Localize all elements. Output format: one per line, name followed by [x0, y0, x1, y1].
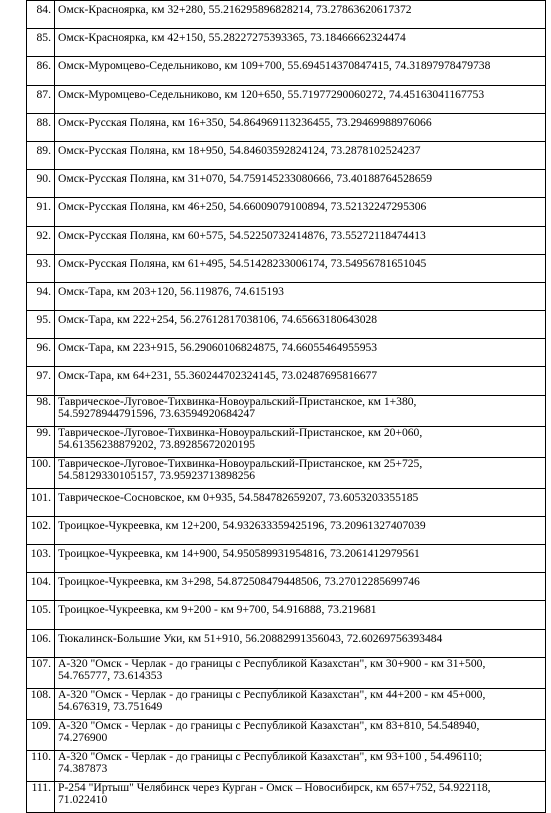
table-body: [27, 1, 546, 813]
location-text-line: Омск-Красноярка, км 32+280, 55.216295896828214, 73.27863620617372: [58, 3, 412, 16]
location-cell: [55, 141, 546, 169]
location-text-line: Омск-Тара, км 203+120, 56.119876, 74.615193: [58, 284, 284, 298]
row-number: 97.: [27, 367, 55, 395]
location-cell: [55, 367, 546, 395]
table-row: [27, 311, 546, 339]
location-text-line: Таврическое-Луговое-Тихвинка-Новоуральский-Пристанское, км 20+060,: [58, 426, 423, 439]
location-text-line: 54.676319, 73.751649: [58, 700, 163, 714]
row-number: 107.: [27, 657, 55, 688]
table-row: [27, 282, 546, 310]
location-text-line: А-320 "Омск - Черлак - до границы с Республикой Казахстан", км 44+200 - км 45+000,: [58, 688, 486, 701]
row-number: 109.: [27, 719, 55, 750]
row-number: 104.: [27, 573, 55, 601]
location-text-line: Омск-Тара, км 64+231, 55.360244702324145, 73.02487695816677: [58, 369, 378, 383]
location-text-line: Тюкалинск-Большие Уки, км 51+910, 56.20882991356043, 72.60269756393484: [58, 631, 443, 645]
table-row: [27, 141, 546, 169]
location-text-line: А-320 "Омск - Черлак - до границы с Республикой Казахстан", км 83+810, 54.548940,: [58, 719, 480, 732]
location-cell: [55, 488, 546, 516]
location-text-line: 74.387873: [58, 762, 108, 776]
table-row: [27, 545, 546, 573]
table-row: [27, 29, 546, 57]
location-cell: [55, 516, 546, 544]
location-text-line: 71.022410: [58, 793, 108, 807]
row-number: 89.: [27, 141, 55, 169]
row-number: 91.: [27, 198, 55, 226]
location-text-line: Омск-Русская Поляна, км 16+350, 54.864969113236455, 73.29469988976066: [58, 115, 432, 129]
table-row: [27, 426, 546, 457]
row-number: 87.: [27, 85, 55, 113]
location-cell: [55, 339, 546, 367]
location-cell: [55, 29, 546, 57]
row-number: 101.: [27, 488, 55, 516]
location-text-line: 74.276900: [58, 731, 108, 745]
row-number: 94.: [27, 282, 55, 310]
table-row: [27, 516, 546, 544]
location-text-line: Омск-Русская Поляна, км 31+070, 54.759145233080666, 73.40188764528659: [58, 172, 433, 186]
location-cell: [55, 426, 546, 457]
row-number: 90.: [27, 170, 55, 198]
row-number: 99.: [27, 426, 55, 457]
location-cell: [55, 1, 546, 29]
locations-table: [26, 0, 546, 813]
location-text-line: Омск-Тара, км 222+254, 56.27612817038106, 74.65663180643028: [58, 313, 378, 327]
location-cell: [55, 282, 546, 310]
table-row: [27, 226, 546, 254]
location-cell: [55, 601, 546, 629]
table-row: [27, 395, 546, 426]
table-row: [27, 457, 546, 488]
row-number: 88.: [27, 113, 55, 141]
location-cell: [55, 657, 546, 688]
table-row: [27, 254, 546, 282]
location-text-line: Троицкое-Чукреевка, км 3+298, 54.872508479448506, 73.27012285699746: [58, 575, 420, 589]
row-number: 95.: [27, 311, 55, 339]
location-text-line: 54.61356238879202, 73.89285672020195: [58, 438, 256, 452]
location-cell: [55, 85, 546, 113]
location-text-line: 54.58129330105157, 73.95923713898256: [58, 469, 256, 483]
location-cell: [55, 57, 546, 85]
location-text-line: Троицкое-Чукреевка, км 12+200, 54.932633359425196, 73.20961327407039: [58, 518, 426, 532]
location-text-line: Омск-Муромцево-Седельниково, км 120+650, 55.71977290060272, 74.45163041167753: [58, 87, 485, 101]
row-number: 106.: [27, 629, 55, 657]
location-text-line: Омск-Тара, км 223+915, 56.29060106824875, 74.66055464955953: [58, 341, 378, 355]
location-cell: [55, 395, 546, 426]
row-number: 102.: [27, 516, 55, 544]
row-number: 92.: [27, 226, 55, 254]
location-text-line: Троицкое-Чукреевка, км 9+200 - км 9+700, 54.916888, 73.219681: [58, 603, 377, 617]
table-row: [27, 657, 546, 688]
location-cell: [55, 198, 546, 226]
row-number: 96.: [27, 339, 55, 367]
table-row: [27, 198, 546, 226]
row-number: 103.: [27, 545, 55, 573]
location-text-line: Омск-Русская Поляна, км 18+950, 54.84603592824124, 73.2878102524237: [58, 143, 421, 157]
location-cell: [55, 573, 546, 601]
location-text-line: Омск-Русская Поляна, км 61+495, 54.51428233006174, 73.54956781651045: [58, 256, 427, 270]
location-text-line: Омск-Красноярка, км 42+150, 55.28227275393365, 73.18466662324474: [58, 31, 406, 45]
location-text-line: Таврическое-Луговое-Тихвинка-Новоуральский-Пристанское, км 25+725,: [58, 457, 423, 470]
location-cell: [55, 226, 546, 254]
table-row: [27, 719, 546, 750]
location-text-line: Таврическое-Луговое-Тихвинка-Новоуральский-Пристанское, км 1+380,: [58, 395, 417, 408]
row-number: 84.: [27, 1, 55, 29]
row-number: 98.: [27, 395, 55, 426]
location-cell: [55, 629, 546, 657]
row-number: 110.: [27, 750, 55, 781]
table-row: [27, 629, 546, 657]
row-number: 108.: [27, 688, 55, 719]
location-text-line: Омск-Муромцево-Седельниково, км 109+700, 55.694514370847415, 74.31897978479738: [58, 59, 491, 73]
location-cell: [55, 719, 546, 750]
location-text-line: Р-254 "Иртыш" Челябинск через Курган - Омск – Новосибирск, км 657+752, 54.922118,: [58, 781, 491, 794]
location-text-line: 54.59278944791596, 73.63594920684247: [58, 407, 256, 421]
table-row: [27, 85, 546, 113]
location-text-line: А-320 "Омск - Черлак - до границы с Республикой Казахстан", км 30+900 - км 31+500,: [58, 657, 486, 670]
location-cell: [55, 545, 546, 573]
location-text-line: А-320 "Омск - Черлак - до границы с Республикой Казахстан", км 93+100 , 54.496110;: [58, 750, 483, 763]
row-number: 86.: [27, 57, 55, 85]
location-cell: [55, 254, 546, 282]
table-row: [27, 688, 546, 719]
row-number: 93.: [27, 254, 55, 282]
location-text-line: Омск-Русская Поляна, км 60+575, 54.52250732414876, 73.55272118474413: [58, 228, 426, 242]
table-row: [27, 573, 546, 601]
location-cell: [55, 457, 546, 488]
table-row: [27, 113, 546, 141]
location-text-line: Троицкое-Чукреевка, км 14+900, 54.950589931954816, 73.2061412979561: [58, 547, 420, 560]
table-row: [27, 781, 546, 812]
row-number: 100.: [27, 457, 55, 488]
row-number: 105.: [27, 601, 55, 629]
table-row: [27, 488, 546, 516]
row-number: 111.: [27, 781, 55, 812]
location-cell: [55, 781, 546, 812]
location-text-line: Таврическое-Сосновское, км 0+935, 54.584782659207, 73.6053203355185: [58, 490, 419, 504]
table-row: [27, 339, 546, 367]
table-row: [27, 367, 546, 395]
location-cell: [55, 688, 546, 719]
location-cell: [55, 170, 546, 198]
location-text-line: 54.765777, 73.614353: [58, 669, 163, 683]
table-row: [27, 1, 546, 29]
table-row: [27, 601, 546, 629]
location-text-line: Омск-Русская Поляна, км 46+250, 54.66009079100894, 73.52132247295306: [58, 200, 427, 214]
table-row: [27, 57, 546, 85]
location-cell: [55, 311, 546, 339]
row-number: 85.: [27, 29, 55, 57]
location-cell: [55, 113, 546, 141]
table-row: [27, 170, 546, 198]
